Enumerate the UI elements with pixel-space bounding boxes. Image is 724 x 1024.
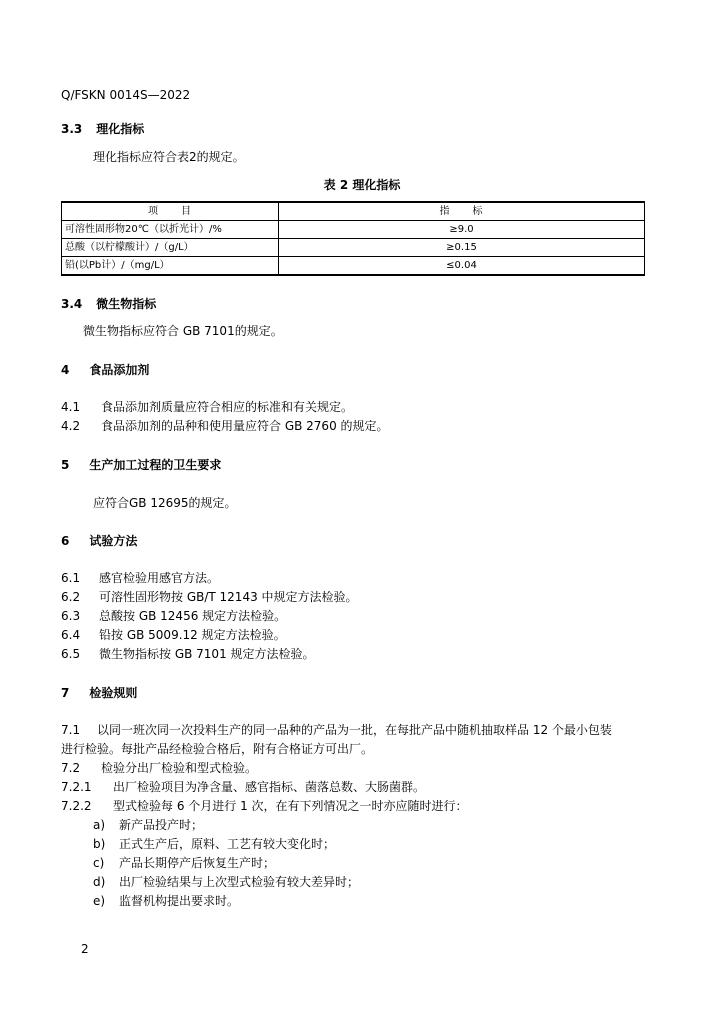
clause-7-2 <box>61 759 257 776</box>
clause-number: 4.2 <box>61 419 81 433</box>
list-item <box>93 835 335 852</box>
section-3-4-heading <box>61 295 156 312</box>
section-title: 检验规则 <box>89 686 138 700</box>
section-6-heading <box>61 532 137 549</box>
clause-text: 出厂检验项目为净含量、感官指标、菌落总数、大肠菌群。 <box>113 780 426 794</box>
clause-number: 7.2.2 <box>61 799 92 813</box>
section-number: 4 <box>61 363 70 377</box>
clause-text: 食品添加剂的品种和使用量应符合 GB 2760 的规定。 <box>101 419 389 433</box>
section-title: 食品添加剂 <box>89 363 150 377</box>
table-cell-item: 可溶性固形物20℃（以折光计）/% <box>62 221 279 239</box>
clause-number: 6.2 <box>61 590 81 604</box>
section-title: 生产加工过程的卫生要求 <box>89 458 222 472</box>
clause-text: 感官检验用感官方法。 <box>99 571 220 585</box>
table-2 <box>61 201 645 276</box>
section-title: 微生物指标 <box>96 297 157 311</box>
clause-text: 以同一班次同一次投料生产的同一品种的产品为一批，在每批产品中随机抽取样品 12 个最小包装 <box>97 723 612 737</box>
list-item <box>93 873 359 890</box>
standard-code: Q/FSKN 0014S—2022 <box>61 88 191 102</box>
clause-number: 7.2.1 <box>61 780 92 794</box>
table-header-item: 项 目 <box>62 202 279 221</box>
clause-number: 6.1 <box>61 571 81 585</box>
table-cell-item: 铅(以Pb计）/（mg/L） <box>62 257 279 276</box>
table-cell-item: 总酸（以柠檬酸计）/（g/L） <box>62 239 279 257</box>
clause-4-1 <box>61 398 353 415</box>
clause-6-2 <box>61 588 358 605</box>
list-marker: a) <box>93 818 106 832</box>
list-item <box>93 816 203 833</box>
clause-7-2-2 <box>61 797 468 814</box>
section-3-3-text: 理化指标应符合表2的规定。 <box>93 150 245 164</box>
list-marker: b) <box>93 837 106 851</box>
clause-7-1-continued: 进行检验。每批产品经检验合格后，附有合格证方可出厂。 <box>61 742 374 756</box>
clause-number: 6.3 <box>61 609 81 623</box>
clause-7-2-1 <box>61 778 425 795</box>
clause-number: 6.5 <box>61 647 81 661</box>
list-text: 监督机构提出要求时。 <box>119 894 240 908</box>
clause-number: 7.2 <box>61 761 81 775</box>
section-number: 6 <box>61 534 70 548</box>
clause-6-5 <box>61 645 315 662</box>
section-number: 7 <box>61 686 70 700</box>
clause-number: 4.1 <box>61 400 81 414</box>
page-number: 2 <box>81 942 89 956</box>
table-2-caption: 表 2 理化指标 <box>323 178 401 192</box>
clause-6-1 <box>61 569 219 586</box>
list-item <box>93 892 239 909</box>
clause-text: 总酸按 GB 12456 规定方法检验。 <box>99 609 287 623</box>
clause-number: 6.4 <box>61 628 81 642</box>
list-text: 新产品投产时； <box>119 818 204 832</box>
clause-6-4 <box>61 626 286 643</box>
section-3-4-text: 微生物指标应符合 GB 7101的规定。 <box>83 324 283 338</box>
section-number: 5 <box>61 458 70 472</box>
section-5-heading <box>61 456 221 473</box>
list-marker: e) <box>93 894 106 908</box>
clause-number: 7.1 <box>61 723 81 737</box>
table-row <box>62 257 645 276</box>
list-text: 产品长期停产后恢复生产时； <box>119 856 276 870</box>
list-text: 正式生产后，原料、工艺有较大变化时； <box>119 837 336 851</box>
clause-text: 微生物指标按 GB 7101 规定方法检验。 <box>99 647 315 661</box>
table-cell-value: ≥0.15 <box>279 239 645 257</box>
list-text: 出厂检验结果与上次型式检验有较大差异时； <box>119 875 360 889</box>
clause-text: 型式检验每 6 个月进行 1 次，在有下列情况之一时亦应随时进行： <box>113 799 468 813</box>
clause-4-2 <box>61 417 389 434</box>
list-marker: d) <box>93 875 106 889</box>
clause-text: 食品添加剂质量应符合相应的标准和有关规定。 <box>101 400 354 414</box>
table-header-row <box>62 202 645 221</box>
section-7-heading <box>61 684 137 701</box>
section-title: 理化指标 <box>96 122 145 136</box>
list-marker: c) <box>93 856 105 870</box>
section-number: 3.4 <box>61 297 83 311</box>
table-row <box>62 221 645 239</box>
table-row <box>62 239 645 257</box>
list-item <box>93 854 275 871</box>
table-cell-value: ≥9.0 <box>279 221 645 239</box>
section-number: 3.3 <box>61 122 83 136</box>
section-3-3-heading <box>61 120 144 137</box>
section-5-text: 应符合GB 12695的规定。 <box>93 496 237 510</box>
clause-text: 铅按 GB 5009.12 规定方法检验。 <box>99 628 286 642</box>
table-cell-value: ≤0.04 <box>279 257 645 276</box>
clause-text: 检验分出厂检验和型式检验。 <box>101 761 258 775</box>
clause-text: 可溶性固形物按 GB/T 12143 中规定方法检验。 <box>99 590 358 604</box>
table-header-value: 指 标 <box>279 202 645 221</box>
section-title: 试验方法 <box>89 534 138 548</box>
clause-7-1 <box>61 721 612 738</box>
section-4-heading <box>61 361 149 378</box>
clause-6-3 <box>61 607 286 624</box>
